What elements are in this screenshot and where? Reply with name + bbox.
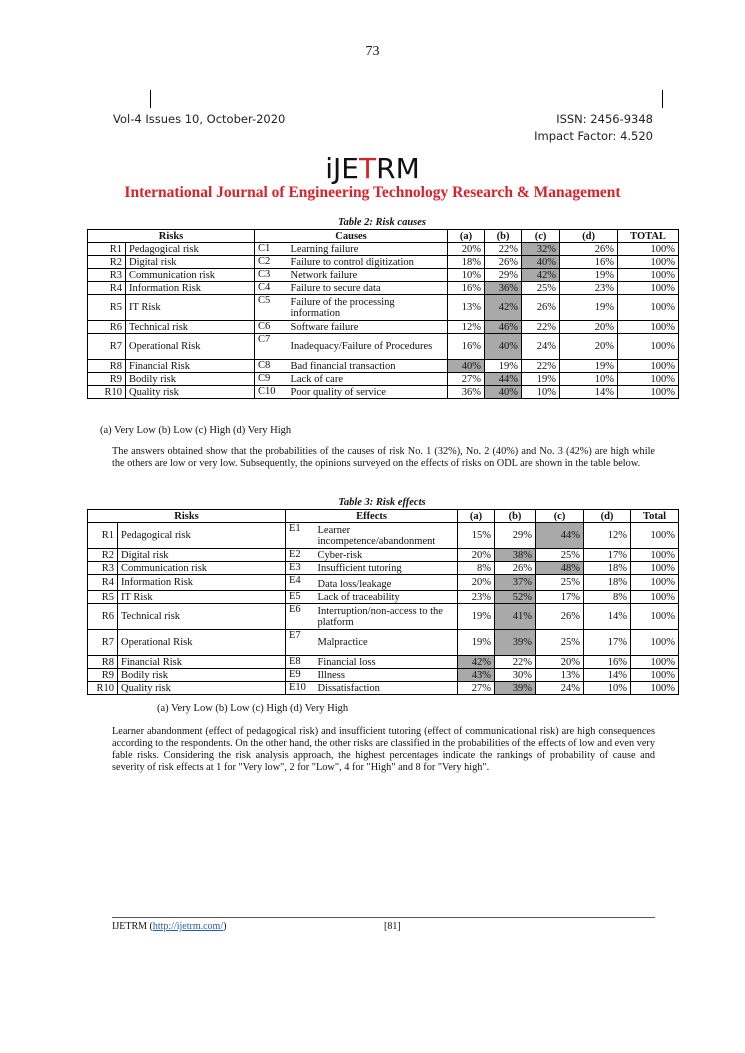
value-cell: 12% xyxy=(448,321,485,334)
item-name: Network failure xyxy=(288,269,448,282)
item-name: Dissatisfaction xyxy=(315,682,458,695)
value-cell: 22% xyxy=(522,360,560,373)
column-header: (c) xyxy=(522,230,560,243)
table-row xyxy=(88,523,679,549)
value-cell: 36% xyxy=(485,282,522,295)
risk-id: R8 xyxy=(88,656,118,669)
table-row xyxy=(88,682,679,695)
item-id: E5 xyxy=(286,591,315,604)
column-header: (d) xyxy=(560,230,618,243)
header-divider-right xyxy=(662,90,663,108)
value-cell: 100% xyxy=(618,321,679,334)
value-cell: 17% xyxy=(584,549,631,562)
value-cell: 20% xyxy=(458,575,495,591)
table-row xyxy=(88,334,679,360)
item-name: Failure to control digitization xyxy=(288,256,448,269)
risk-name: Information Risk xyxy=(126,282,255,295)
item-id: E1 xyxy=(286,523,315,549)
item-id: E7 xyxy=(286,630,315,656)
value-cell: 26% xyxy=(522,295,560,321)
value-cell: 100% xyxy=(618,269,679,282)
value-cell: 17% xyxy=(584,630,631,656)
table-row xyxy=(88,360,679,373)
value-cell: 23% xyxy=(458,591,495,604)
item-id: C10 xyxy=(255,386,288,399)
value-cell: 100% xyxy=(618,282,679,295)
risk-name: Bodily risk xyxy=(126,373,255,386)
risk-name: Operational Risk xyxy=(118,630,286,656)
item-name: Lack of care xyxy=(288,373,448,386)
table-row xyxy=(88,373,679,386)
value-cell: 44% xyxy=(536,523,584,549)
table-row xyxy=(88,549,679,562)
value-cell: 23% xyxy=(560,282,618,295)
value-cell: 20% xyxy=(458,549,495,562)
value-cell: 10% xyxy=(448,269,485,282)
issn: ISSN: 2456-9348 xyxy=(556,112,653,126)
header-divider-left xyxy=(150,90,151,108)
journal-name: International Journal of Engineering Technology Research & Management xyxy=(124,184,621,201)
value-cell: 19% xyxy=(458,630,495,656)
item-name: Data loss/leakage xyxy=(315,575,458,591)
column-header: Risks xyxy=(88,230,255,243)
value-cell: 40% xyxy=(485,334,522,360)
value-cell: 27% xyxy=(448,373,485,386)
table-row xyxy=(88,269,679,282)
risk-id: R5 xyxy=(88,591,118,604)
value-cell: 46% xyxy=(485,321,522,334)
column-header: TOTAL xyxy=(618,230,679,243)
item-name: Failure to secure data xyxy=(288,282,448,295)
paragraph-effects: Learner abandonment (effect of pedagogical risk) and insufficient tutoring (effect of communicational risk) are high consequences according to the respondents. On the other hand, the other risks are classified in the probabilities of the effects of low and even very fable risks. Considering the risk analysis approach, the highest percentages indicate the rankings of probability of cause and severity of risk effects at 1 for "Very low", 2 for "Low", 4 for "High" and 8 for "Very high". xyxy=(112,726,655,773)
item-id: C1 xyxy=(255,243,288,256)
risk-name: Pedagogical risk xyxy=(126,243,255,256)
value-cell: 100% xyxy=(631,604,679,630)
value-cell: 18% xyxy=(584,575,631,591)
item-name: Software failure xyxy=(288,321,448,334)
value-cell: 18% xyxy=(448,256,485,269)
risk-id: R3 xyxy=(88,269,126,282)
impact-factor: Impact Factor: 4.520 xyxy=(534,129,653,143)
value-cell: 52% xyxy=(495,591,536,604)
footer-divider xyxy=(112,917,655,918)
item-name: Failure of the processing information xyxy=(288,295,448,321)
risk-id: R9 xyxy=(88,373,126,386)
table-row xyxy=(88,630,679,656)
value-cell: 14% xyxy=(584,604,631,630)
value-cell: 40% xyxy=(448,360,485,373)
item-name: Illness xyxy=(315,669,458,682)
column-header: Causes xyxy=(255,230,448,243)
item-id: C2 xyxy=(255,256,288,269)
value-cell: 25% xyxy=(522,282,560,295)
footer-journal: IJETRM (http://ijetrm.com/) xyxy=(112,921,227,932)
risk-name: Operational Risk xyxy=(126,334,255,360)
risk-name: Communication risk xyxy=(118,562,286,575)
value-cell: 20% xyxy=(560,334,618,360)
item-name: Cyber-risk xyxy=(315,549,458,562)
value-cell: 42% xyxy=(522,269,560,282)
risk-name: Technical risk xyxy=(118,604,286,630)
risk-name: Digital risk xyxy=(126,256,255,269)
item-id: C7 xyxy=(255,334,288,360)
item-id: E10 xyxy=(286,682,315,695)
value-cell: 13% xyxy=(536,669,584,682)
item-name: Learning failure xyxy=(288,243,448,256)
value-cell: 16% xyxy=(448,282,485,295)
value-cell: 26% xyxy=(560,243,618,256)
value-cell: 20% xyxy=(536,656,584,669)
table-row xyxy=(88,256,679,269)
column-header: Total xyxy=(631,510,679,523)
item-name: Poor quality of service xyxy=(288,386,448,399)
item-id: C3 xyxy=(255,269,288,282)
paragraph-causes: The answers obtained show that the probabilities of the causes of risk No. 1 (32%), No. 2 (40%) and No. 3 (42%) are high while the others are low or very low. Subsequently, the opinions surveyed on the effects of risks on ODL are shown in the table below. xyxy=(112,446,655,469)
column-header: (b) xyxy=(485,230,522,243)
item-name: Malpractice xyxy=(315,630,458,656)
item-id: C4 xyxy=(255,282,288,295)
risk-name: IT Risk xyxy=(126,295,255,321)
table-row xyxy=(88,591,679,604)
value-cell: 32% xyxy=(522,243,560,256)
value-cell: 100% xyxy=(631,656,679,669)
value-cell: 40% xyxy=(522,256,560,269)
value-cell: 18% xyxy=(584,562,631,575)
table2-legend: (a) Very Low (b) Low (c) High (d) Very High xyxy=(100,425,292,436)
header-row xyxy=(88,510,679,523)
value-cell: 100% xyxy=(631,562,679,575)
value-cell: 100% xyxy=(631,575,679,591)
item-id: E8 xyxy=(286,656,315,669)
value-cell: 19% xyxy=(560,360,618,373)
value-cell: 100% xyxy=(618,243,679,256)
footer-abbr: IJETRM xyxy=(112,921,147,932)
table-row xyxy=(88,562,679,575)
item-name: Insufficient tutoring xyxy=(315,562,458,575)
value-cell: 100% xyxy=(618,386,679,399)
value-cell: 26% xyxy=(495,562,536,575)
item-id: E2 xyxy=(286,549,315,562)
value-cell: 100% xyxy=(631,591,679,604)
value-cell: 25% xyxy=(536,630,584,656)
table-row xyxy=(88,295,679,321)
table-row xyxy=(88,604,679,630)
value-cell: 13% xyxy=(448,295,485,321)
item-id: E9 xyxy=(286,669,315,682)
risk-id: R7 xyxy=(88,630,118,656)
value-cell: 22% xyxy=(495,656,536,669)
value-cell: 100% xyxy=(631,523,679,549)
value-cell: 14% xyxy=(560,386,618,399)
column-header: Effects xyxy=(286,510,458,523)
value-cell: 15% xyxy=(458,523,495,549)
value-cell: 27% xyxy=(458,682,495,695)
value-cell: 25% xyxy=(536,575,584,591)
value-cell: 10% xyxy=(522,386,560,399)
value-cell: 19% xyxy=(560,269,618,282)
risk-id: R2 xyxy=(88,256,126,269)
value-cell: 16% xyxy=(448,334,485,360)
value-cell: 26% xyxy=(485,256,522,269)
value-cell: 22% xyxy=(485,243,522,256)
value-cell: 19% xyxy=(485,360,522,373)
risk-id: R5 xyxy=(88,295,126,321)
column-header: (d) xyxy=(584,510,631,523)
value-cell: 100% xyxy=(631,630,679,656)
value-cell: 8% xyxy=(584,591,631,604)
risk-id: R2 xyxy=(88,549,118,562)
risk-id: R6 xyxy=(88,604,118,630)
item-name: Lack of traceability xyxy=(315,591,458,604)
risk-name: Financial Risk xyxy=(118,656,286,669)
risk-name: Bodily risk xyxy=(118,669,286,682)
table-row xyxy=(88,386,679,399)
header-row xyxy=(88,230,679,243)
table3-caption: Table 3: Risk effects xyxy=(338,497,426,508)
value-cell: 19% xyxy=(560,295,618,321)
value-cell: 10% xyxy=(584,682,631,695)
item-id: C6 xyxy=(255,321,288,334)
risk-name: Pedagogical risk xyxy=(118,523,286,549)
risk-name: Information Risk xyxy=(118,575,286,591)
item-name: Bad financial transaction xyxy=(288,360,448,373)
column-header: (c) xyxy=(536,510,584,523)
item-id: C8 xyxy=(255,360,288,373)
value-cell: 19% xyxy=(522,373,560,386)
value-cell: 20% xyxy=(448,243,485,256)
value-cell: 24% xyxy=(536,682,584,695)
table2-caption: Table 2: Risk causes xyxy=(338,217,426,228)
table-row xyxy=(88,575,679,591)
risk-effects-table xyxy=(87,509,679,695)
column-header: Risks xyxy=(88,510,286,523)
risk-id: R10 xyxy=(88,682,118,695)
value-cell: 41% xyxy=(495,604,536,630)
page-number: 73 xyxy=(365,44,380,59)
value-cell: 43% xyxy=(458,669,495,682)
value-cell: 100% xyxy=(631,669,679,682)
value-cell: 100% xyxy=(618,256,679,269)
value-cell: 42% xyxy=(485,295,522,321)
value-cell: 29% xyxy=(485,269,522,282)
column-header: (a) xyxy=(448,230,485,243)
risk-name: Communication risk xyxy=(126,269,255,282)
footer-page: [81] xyxy=(384,921,401,932)
value-cell: 37% xyxy=(495,575,536,591)
risk-id: R1 xyxy=(88,243,126,256)
table3-legend: (a) Very Low (b) Low (c) High (d) Very High xyxy=(157,703,349,714)
item-id: C5 xyxy=(255,295,288,321)
item-id: E4 xyxy=(286,575,315,591)
column-header: (b) xyxy=(495,510,536,523)
value-cell: 100% xyxy=(618,373,679,386)
value-cell: 22% xyxy=(522,321,560,334)
table-row xyxy=(88,656,679,669)
value-cell: 10% xyxy=(560,373,618,386)
risk-id: R4 xyxy=(88,282,126,295)
value-cell: 30% xyxy=(495,669,536,682)
table-row xyxy=(88,282,679,295)
value-cell: 19% xyxy=(458,604,495,630)
table-row xyxy=(88,243,679,256)
footer-link[interactable]: http://ijetrm.com/ xyxy=(152,921,224,932)
table-row xyxy=(88,321,679,334)
value-cell: 20% xyxy=(560,321,618,334)
value-cell: 36% xyxy=(448,386,485,399)
value-cell: 16% xyxy=(584,656,631,669)
item-id: E6 xyxy=(286,604,315,630)
value-cell: 40% xyxy=(485,386,522,399)
value-cell: 17% xyxy=(536,591,584,604)
value-cell: 16% xyxy=(560,256,618,269)
risk-name: Financial Risk xyxy=(126,360,255,373)
value-cell: 12% xyxy=(584,523,631,549)
risk-id: R8 xyxy=(88,360,126,373)
risk-id: R10 xyxy=(88,386,126,399)
item-id: C9 xyxy=(255,373,288,386)
item-name: Learner incompetence/abandonment xyxy=(315,523,458,549)
risk-name: Technical risk xyxy=(126,321,255,334)
value-cell: 39% xyxy=(495,630,536,656)
table-row xyxy=(88,669,679,682)
value-cell: 29% xyxy=(495,523,536,549)
value-cell: 24% xyxy=(522,334,560,360)
risk-name: Digital risk xyxy=(118,549,286,562)
risk-causes-table xyxy=(87,229,679,399)
value-cell: 25% xyxy=(536,549,584,562)
column-header: (a) xyxy=(458,510,495,523)
item-id: E3 xyxy=(286,562,315,575)
risk-id: R1 xyxy=(88,523,118,549)
risk-name: Quality risk xyxy=(118,682,286,695)
value-cell: 42% xyxy=(458,656,495,669)
journal-logo: iJETRM xyxy=(325,152,420,185)
item-name: Financial loss xyxy=(315,656,458,669)
value-cell: 48% xyxy=(536,562,584,575)
value-cell: 100% xyxy=(631,682,679,695)
value-cell: 26% xyxy=(536,604,584,630)
value-cell: 100% xyxy=(618,334,679,360)
item-name: Interruption/non-access to the platform xyxy=(315,604,458,630)
value-cell: 44% xyxy=(485,373,522,386)
value-cell: 8% xyxy=(458,562,495,575)
risk-id: R7 xyxy=(88,334,126,360)
risk-name: IT Risk xyxy=(118,591,286,604)
value-cell: 100% xyxy=(618,360,679,373)
value-cell: 38% xyxy=(495,549,536,562)
risk-id: R6 xyxy=(88,321,126,334)
value-cell: 14% xyxy=(584,669,631,682)
risk-name: Quality risk xyxy=(126,386,255,399)
risk-id: R3 xyxy=(88,562,118,575)
risk-id: R4 xyxy=(88,575,118,591)
value-cell: 39% xyxy=(495,682,536,695)
value-cell: 100% xyxy=(631,549,679,562)
volume-info: Vol-4 Issues 10, October-2020 xyxy=(113,112,286,126)
value-cell: 100% xyxy=(618,295,679,321)
item-name: Inadequacy/Failure of Procedures xyxy=(288,334,448,360)
risk-id: R9 xyxy=(88,669,118,682)
